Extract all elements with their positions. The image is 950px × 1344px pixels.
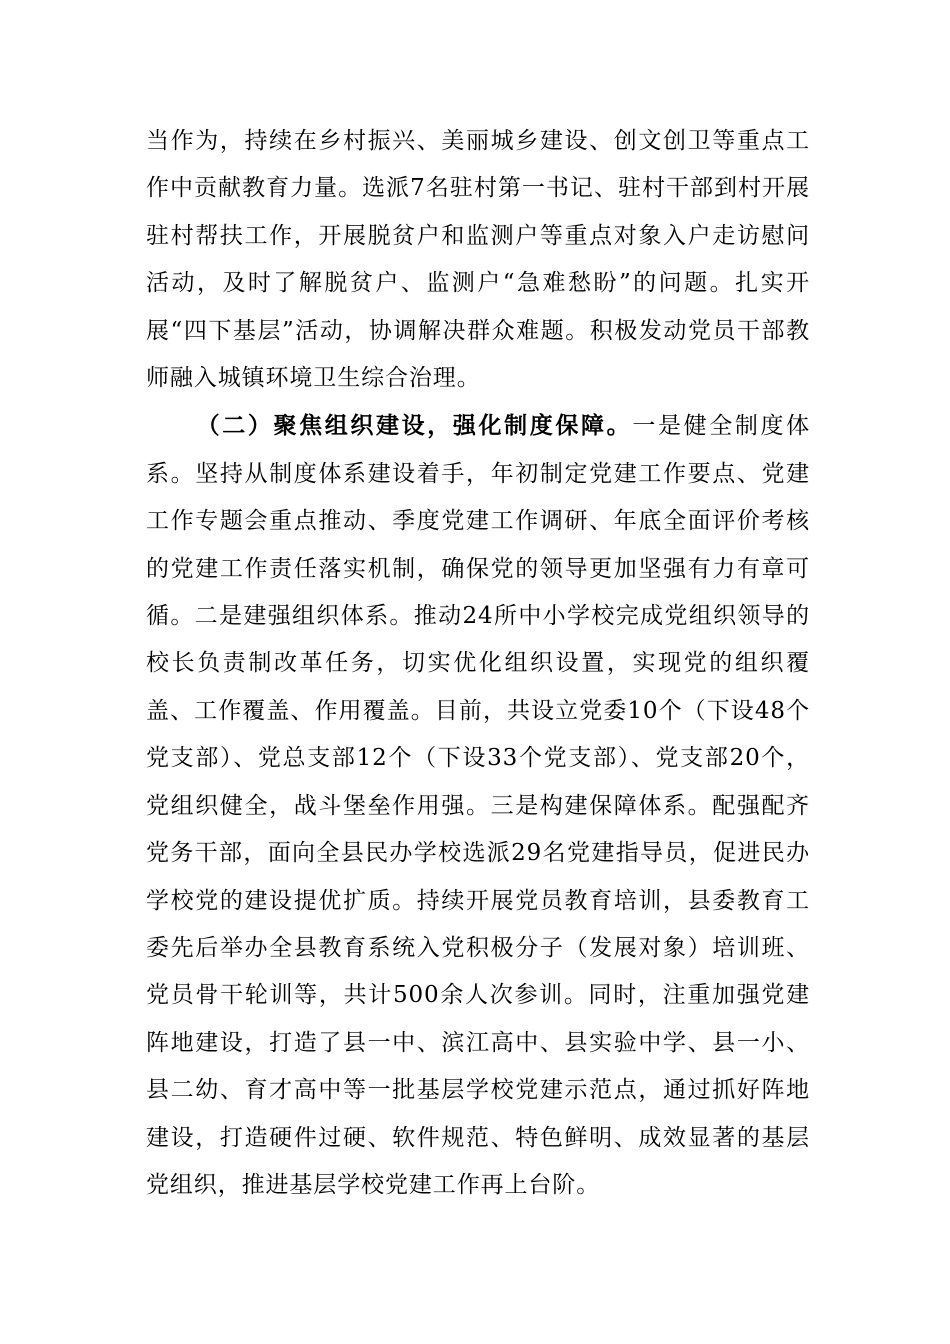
section-heading: （二）聚焦组织建设，强化制度保障。 (196, 412, 633, 440)
paragraph-continuation: 当作为，持续在乡村振兴、美丽城乡建设、创文创卫等重点工作中贡献教育力量。选派7名驻村第一书记、驻村干部到村开展驻村帮扶工作，开展脱贫户和监测户等重点对象入户走访慰问活动，及时了解脱贫户、监测户“急难愁盼”的问题。扎实开展“四下基层”活动，协调解决群众难题。积极发动党员干部教师融入城镇环境卫生综合治理。 (146, 128, 810, 392)
document-body (146, 118, 810, 1209)
paragraph-body: 一是健全制度体系。坚持从制度体系建设着手，年初制定党建工作要点、党建工作专题会重点推动、季度党建工作调研、年底全面评价考核的党建工作责任落实机制，确保党的领导更加坚强有力有章可循。二是建强组织体系。推动24所中小学校完成党组织领导的校长负责制改革任务，切实优化组织设置，实现党的组织覆盖、工作覆盖、作用覆盖。目前，共设立党委10个（下设48个党支部）、党总支部12个（下设33个党支部）、党支部20个，党组织健全，战斗堡垒作用强。三是构建保障体系。配强配齐党务干部，面向全县民办学校选派29名党建指导员，促进民办学校党的建设提优扩质。持续开展党员教育培训，县委教育工委先后举办全县教育系统入党积极分子（发展对象）培训班、党员骨干轮训等，共计500余人次参训。同时，注重加强党建阵地建设，打造了县一中、滨江高中、县实验中学、县一小、县二幼、育才高中等一批基层学校党建示范点，通过抓好阵地建设，打造硬件过硬、软件规范、特色鲜明、成效显著的基层党组织，推进基层学校党建工作再上台阶。 (146, 413, 810, 1198)
paragraph-organization-building (146, 402, 810, 1209)
